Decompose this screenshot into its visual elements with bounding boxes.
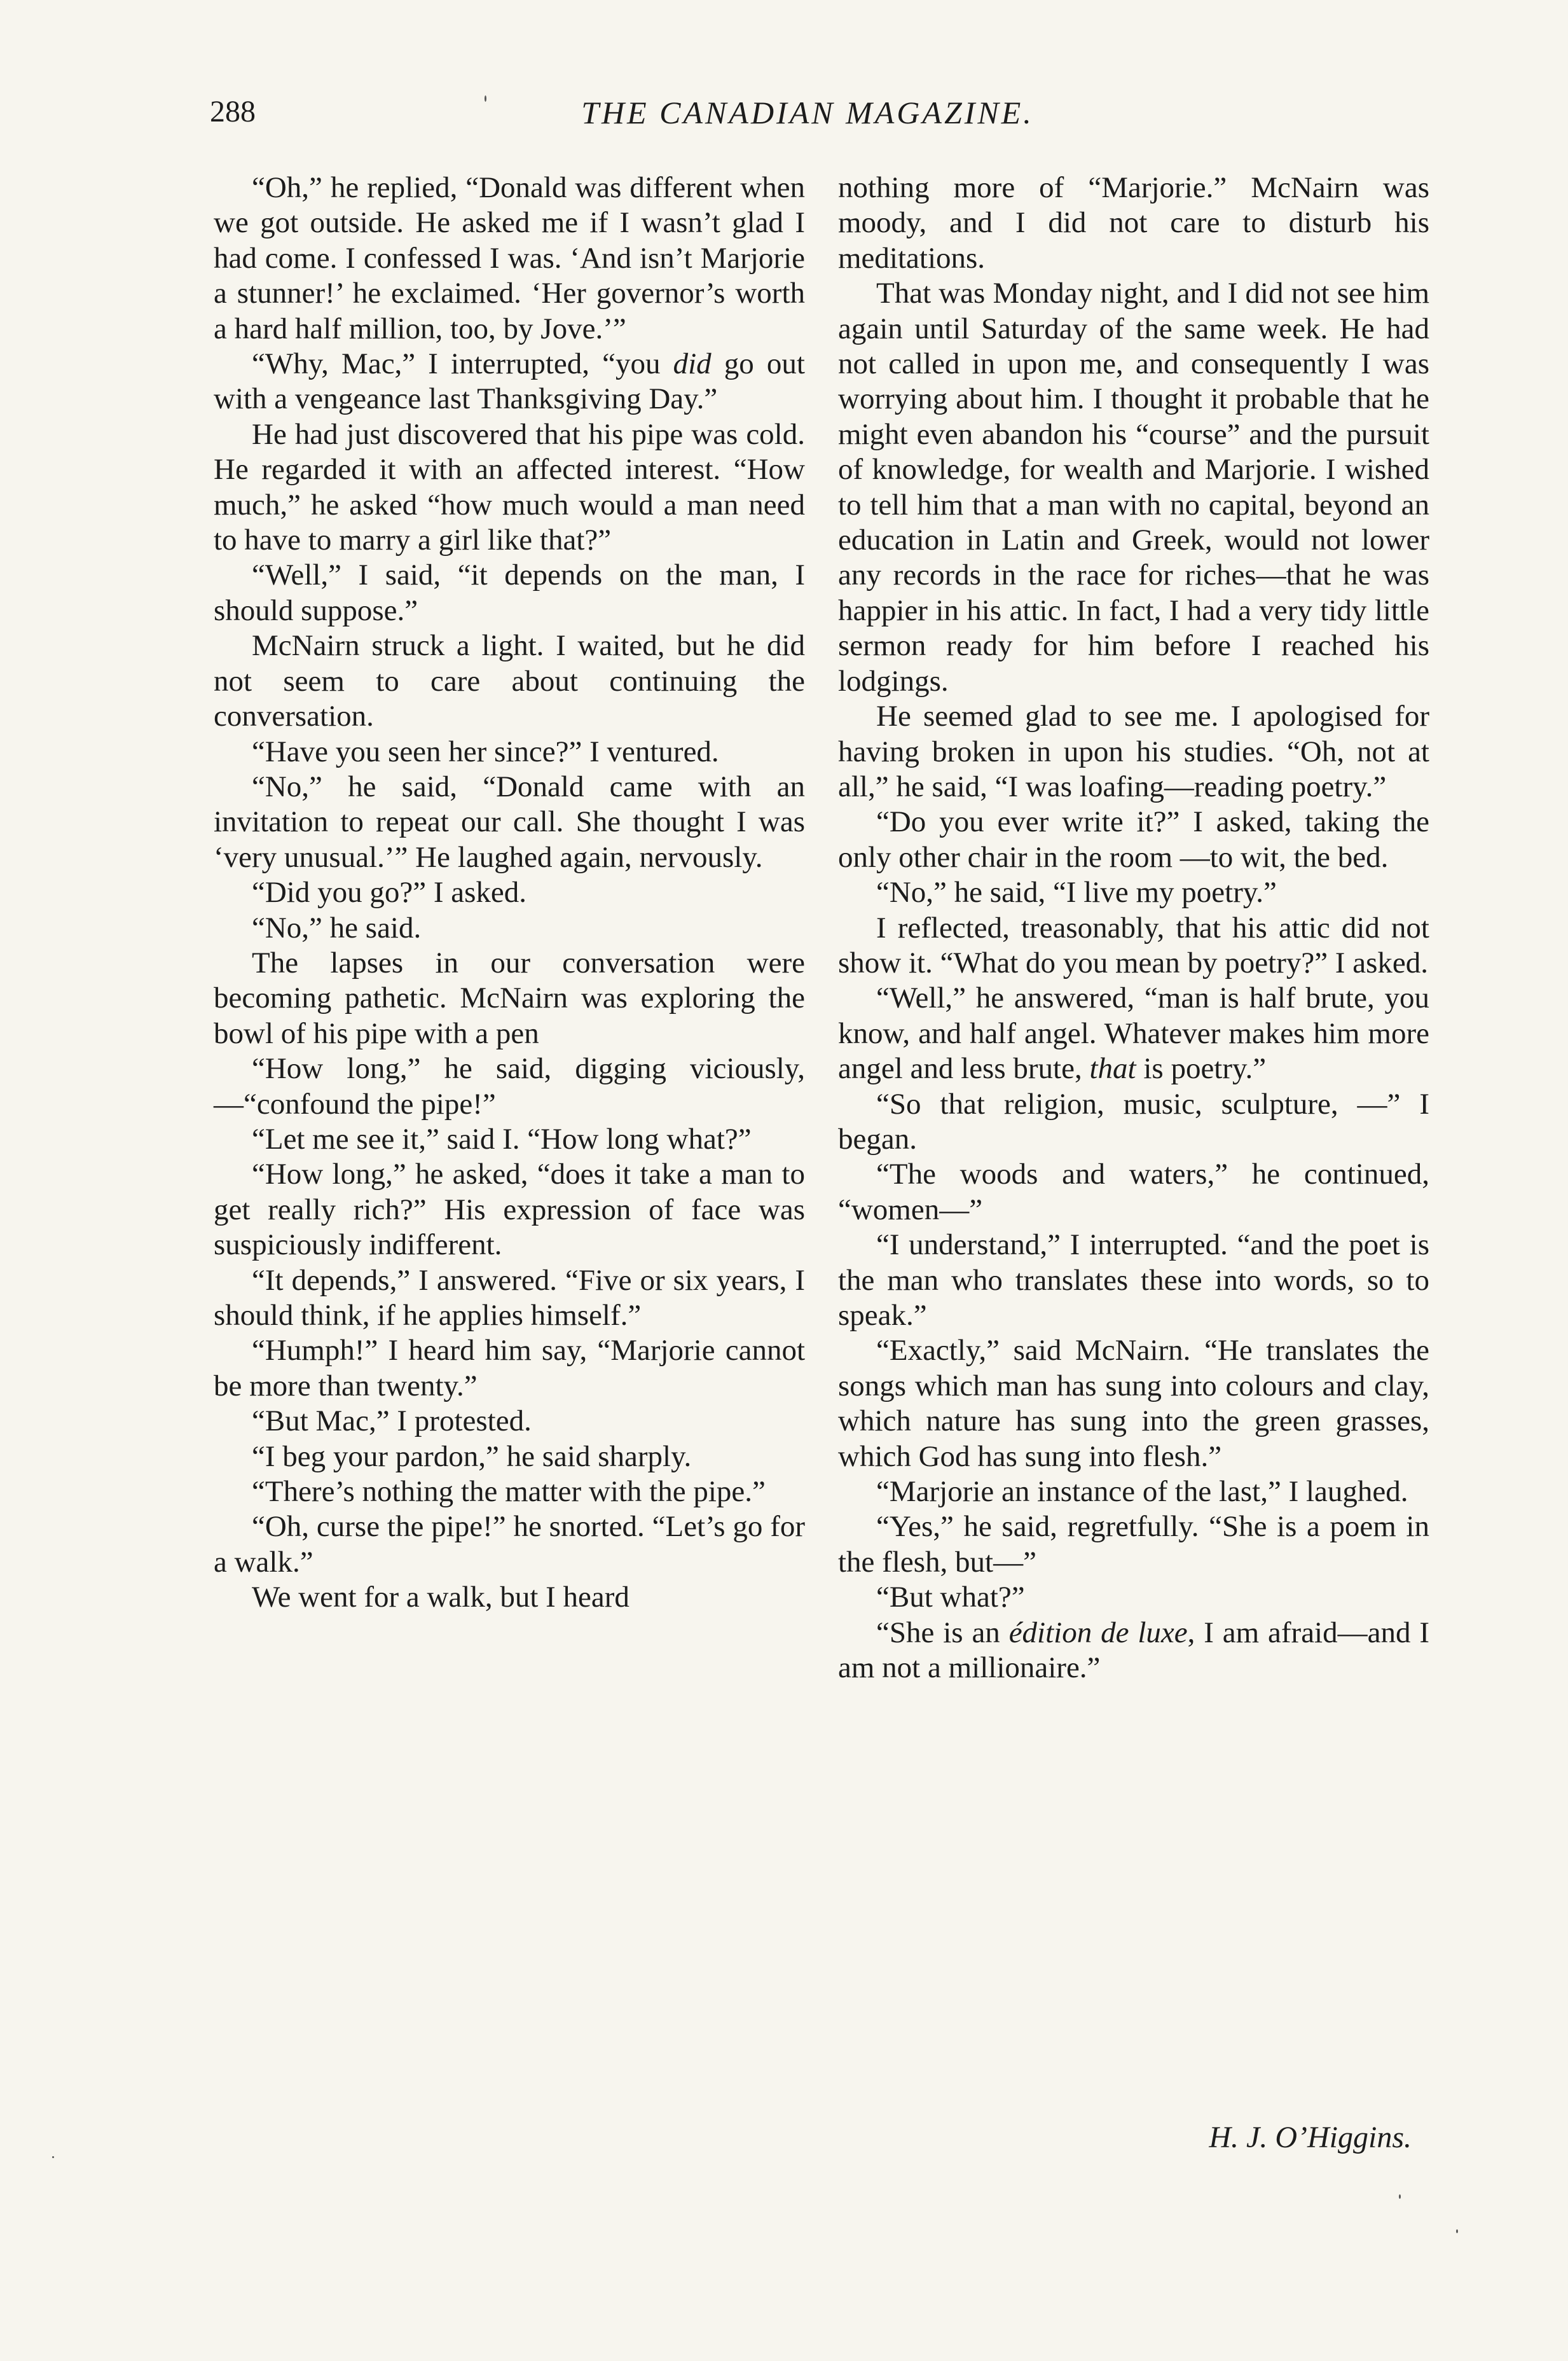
paragraph — [838, 981, 1429, 1086]
italic-text: that — [1089, 1052, 1136, 1086]
paragraph — [214, 1122, 805, 1157]
paragraph — [838, 170, 1429, 276]
text-run: He seemed glad to see me. I apologised for having broken in upon his studies. “Oh, not at all,” he said, “I was loafing—reading poetry.” — [838, 700, 1429, 803]
text-run: We went for a walk, but I heard — [252, 1581, 629, 1614]
text-run: “I understand,” I interrupted. “and the poet is the man who translates these into words, so to speak.” — [838, 1228, 1429, 1332]
paragraph — [214, 1474, 805, 1509]
left-text-column — [214, 170, 805, 1616]
paragraph — [838, 1509, 1429, 1580]
paragraph — [214, 628, 805, 734]
paragraph — [838, 1580, 1429, 1615]
text-run: “Well,” I said, “it depends on the man, I should suppose.” — [214, 558, 805, 627]
paragraph — [214, 170, 805, 347]
text-run: is poetry.” — [1136, 1052, 1267, 1086]
print-speck — [485, 95, 486, 102]
text-run: He had just discovered that his pipe was cold. He regarded it with an affected interest. “How much,” he asked “how much would a man need to have to marry a girl like that?” — [214, 417, 805, 557]
right-text-column — [838, 170, 1429, 1686]
text-run: “Exactly,” said McNairn. “He translates the songs which man has sung into colours and clay, which nature has sung into the green grasses, which God has sung into flesh.” — [838, 1334, 1429, 1473]
paragraph — [838, 276, 1429, 699]
paragraph — [214, 417, 805, 558]
text-run: “Oh,” he replied, “Donald was different when we got outside. He asked me if I wasn’t glad I had come. I confessed I was. ‘And isn’t Marjorie a stunner!’ he exclaimed. ‘Her governor’s worth a hard half million, too, by Jove.’” — [214, 171, 805, 345]
text-run: “Why, Mac,” I interrupted, “you — [252, 347, 673, 381]
text-run: “How long,” he said, digging viciously,—“confound the pipe!” — [214, 1052, 805, 1121]
paragraph — [838, 1228, 1429, 1333]
text-run: , I am afraid—and I am not a millionaire.” — [838, 1616, 1429, 1685]
text-run: McNairn struck a light. I waited, but he did not seem to care about continuing the conversation. — [214, 629, 805, 733]
paragraph — [214, 946, 805, 1051]
text-run: “Oh, curse the pipe!” he snorted. “Let’s go for a walk.” — [214, 1510, 805, 1579]
text-run: “Do you ever write it?” I asked, taking the only other chair in the room —to wit, the bed. — [838, 805, 1429, 874]
text-run: “But Mac,” I protested. — [252, 1404, 532, 1438]
text-run: “So that religion, music, sculpture, —” I began. — [838, 1087, 1429, 1156]
paragraph — [838, 1087, 1429, 1158]
text-run: nothing more of “Marjorie.” McNairn was moody, and I did not care to disturb his meditations. — [838, 171, 1429, 275]
paragraph — [838, 911, 1429, 981]
paragraph — [214, 347, 805, 417]
paragraph — [214, 1263, 805, 1334]
print-speck — [1399, 2194, 1401, 2199]
text-run: “No,” he said. — [252, 911, 422, 945]
paragraph — [214, 911, 805, 946]
paragraph — [214, 1051, 805, 1122]
paragraph — [838, 1157, 1429, 1228]
paragraph — [838, 875, 1429, 910]
paragraph — [214, 1439, 805, 1474]
italic-text: édition de luxe — [1008, 1616, 1188, 1649]
text-run: “No,” he said, “Donald came with an invitation to repeat our call. She thought I was ‘very unusual.’” He laughed again, nervously. — [214, 770, 805, 874]
paragraph — [838, 699, 1429, 805]
text-run: The lapses in our conversation were becoming pathetic. McNairn was exploring the bowl of his pipe with a pen — [214, 946, 805, 1050]
author-signature: H. J. O’Higgins. — [1209, 2121, 1412, 2154]
paragraph — [214, 1333, 805, 1404]
running-title: THE CANADIAN MAGAZINE. — [581, 95, 1034, 130]
paragraph — [838, 805, 1429, 875]
paragraph — [838, 1333, 1429, 1474]
text-run: “Humph!” I heard him say, “Marjorie cannot be more than twenty.” — [214, 1334, 805, 1402]
italic-text: did — [673, 347, 712, 381]
page-header — [210, 94, 1405, 151]
text-run: “The woods and waters,” he continued, “women—” — [838, 1158, 1429, 1226]
paragraph — [214, 558, 805, 628]
paragraph — [214, 1580, 805, 1615]
page-number: 288 — [210, 95, 256, 128]
paragraph — [214, 1509, 805, 1580]
text-run: “Have you seen her since?” I ventured. — [252, 735, 719, 768]
paragraph — [838, 1616, 1429, 1686]
text-run: “Yes,” he said, regretfully. “She is a poem in the flesh, but—” — [838, 1510, 1429, 1579]
text-run: “Did you go?” I asked. — [252, 876, 526, 910]
text-run: “There’s nothing the matter with the pipe.” — [252, 1475, 766, 1509]
text-run: “It depends,” I answered. “Five or six years, I should think, if he applies himself.” — [214, 1263, 805, 1332]
paragraph — [838, 1474, 1429, 1509]
paragraph — [214, 875, 805, 910]
print-speck — [1456, 2229, 1458, 2233]
text-run: “But what?” — [876, 1581, 1025, 1614]
paragraph — [214, 735, 805, 770]
print-speck — [52, 2156, 54, 2158]
text-run: That was Monday night, and I did not see him again until Saturday of the same week. He had not called in upon me, and consequently I was worrying about him. I thought it probable that he might even abandon his “course” and the pursuit of knowledge, for wealth and Marjorie. I wished to tell him that a man with no capital, beyond an education in Latin and Greek, would not lower any records in the race for riches—that he was happier in his attic. In fact, I had a very tidy little sermon ready for him before I reached his lodgings. — [838, 277, 1429, 698]
paragraph — [214, 1157, 805, 1263]
text-run: “Well,” he answered, “man is half brute, you know, and half angel. Whatever makes him more angel and less brute, — [838, 981, 1429, 1086]
text-run: go out with a vengeance last Thanksgiving Day.” — [214, 347, 805, 416]
text-run: “No,” he said, “I live my poetry.” — [876, 876, 1277, 910]
text-run: “How long,” he asked, “does it take a man to get really rich?” His expression of face was suspiciously indifferent. — [214, 1158, 805, 1262]
paragraph — [214, 770, 805, 875]
text-run: “She is an — [876, 1616, 1009, 1649]
text-run: “Let me see it,” said I. “How long what?” — [252, 1122, 752, 1156]
text-run: “Marjorie an instance of the last,” I laughed. — [876, 1475, 1408, 1509]
paragraph — [214, 1404, 805, 1439]
text-run: “I beg your pardon,” he said sharply. — [252, 1439, 692, 1473]
text-run: I reflected, treasonably, that his attic did not show it. “What do you mean by poetry?” I asked. — [838, 911, 1429, 980]
